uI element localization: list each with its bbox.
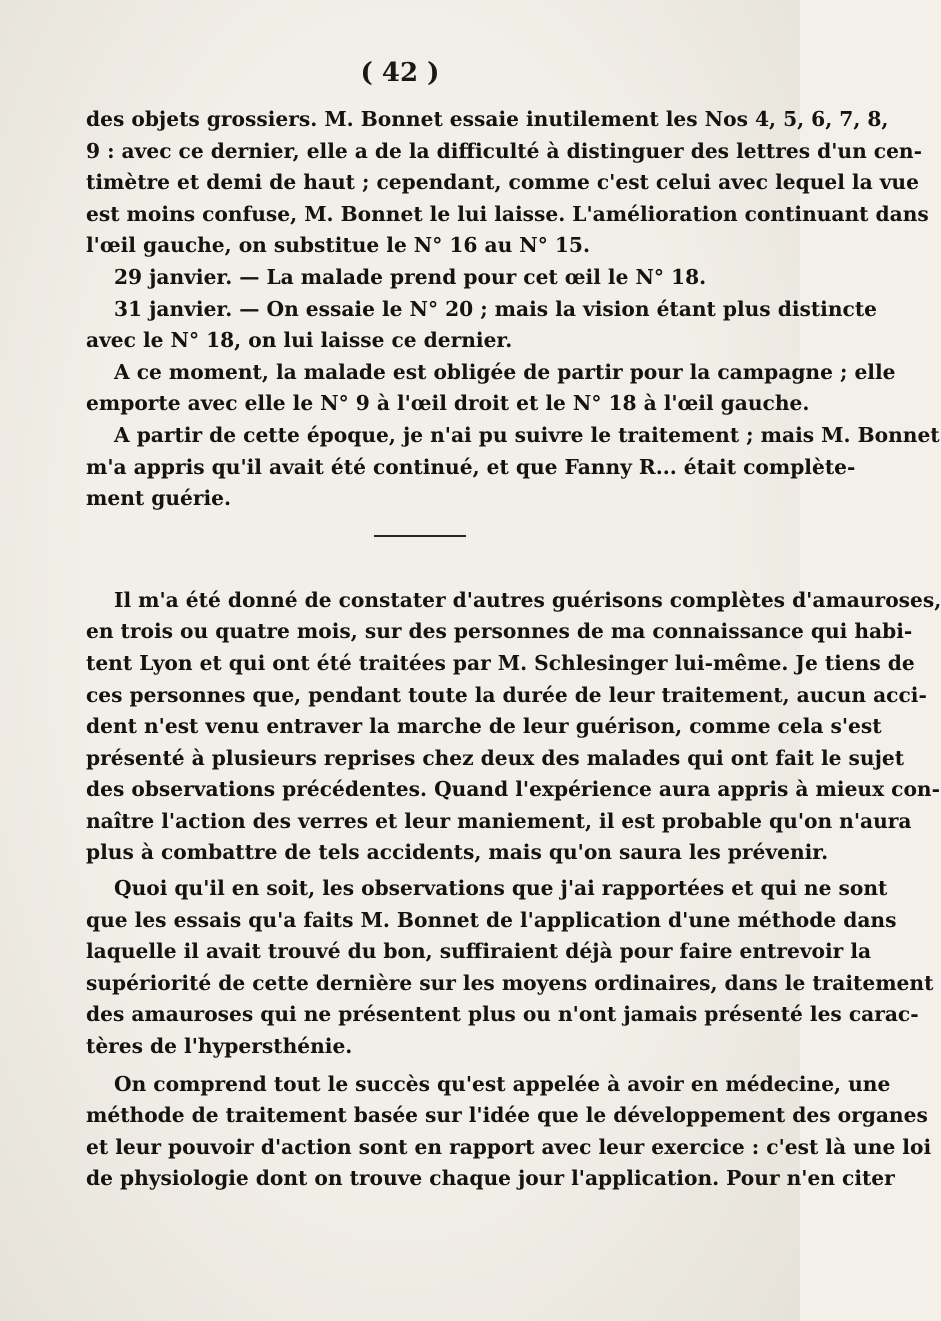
text-line: supériorité de cette dernière sur les moyens ordinaires, dans le traitement [86,970,934,995]
text-line: avec le N° 18, on lui laisse ce dernier. [86,328,513,353]
text-line: Il m'a été donné de constater d'autres guérisons complètes d'amauroses, [114,587,941,612]
text-line: plus à combattre de tels accidents, mais qu'on saura les prévenir. [86,840,829,865]
text-line: des amauroses qui ne présentent plus ou n'ont jamais présenté les carac- [86,1002,919,1027]
text-line: Quoi qu'il en soit, les observations que j'ai rapportées et qui ne sont [114,876,888,901]
text-line: en trois ou quatre mois, sur des personnes de ma connaissance qui habi- [86,619,913,644]
text-line: laquelle il avait trouvé du bon, suffiraient déjà pour faire entrevoir la [86,939,872,964]
text-line: des objets grossiers. M. Bonnet essaie inutilement les Nos 4, 5, 6, 7, 8, [86,107,889,131]
paragraph-quoi-qu-il-en-soit [86,873,934,1063]
text-line: naître l'action des verres et leur maniement, il est probable qu'on n'aura [86,808,912,833]
page-body [86,104,941,1195]
text-line: 31 janvier. — On essaie le N° 20 ; mais la vision étant plus distincte [114,296,877,321]
section-divider [374,535,466,537]
text-line: A ce moment, la malade est obligée de partir pour la campagne ; elle [114,359,896,384]
text-line: tères de l'hypersthénie. [86,1034,353,1059]
text-line: l'œil gauche, on substitue le N° 16 au N° 15. [86,233,590,258]
text-line: dent n'est venu entraver la marche de leur guérison, comme cela s'est [86,714,882,739]
text-line: timètre et demi de haut ; cependant, comme c'est celui avec lequel la vue [86,170,919,195]
text-line: méthode de traitement basée sur l'idée que le développement des organes [86,1103,928,1128]
text-line: des observations précédentes. Quand l'expérience aura appris à mieux con- [86,777,940,802]
paragraph-campagne [86,357,896,420]
text-line: présenté à plusieurs reprises chez deux des malades qui ont fait le sujet [86,745,905,770]
text-line: tent Lyon et qui ont été traitées par M. Schlesinger lui-même. Je tiens de [86,650,915,675]
text-line: et leur pouvoir d'action sont en rapport avec leur exercice : c'est là une loi [86,1134,932,1159]
text-line: de physiologie dont on trouve chaque jour l'application. Pour n'en citer [86,1166,895,1191]
text-line: On comprend tout le succès qu'est appelée à avoir en médecine, une [114,1071,891,1096]
paragraph-autres-guerisons [86,585,941,869]
text-line: que les essais qu'a faits M. Bonnet de l'application d'une méthode dans [86,907,897,932]
text-line: 9 : avec ce dernier, elle a de la difficulté à distinguer des lettres d'un cen- [86,138,922,163]
page-number: ( 42 ) [360,58,440,88]
text-line: ment guérie. [86,486,232,511]
paragraph-31-janvier [86,294,877,357]
paragraph-29-janvier [86,262,754,294]
paragraph-guerison [86,420,940,515]
text-line: m'a appris qu'il avait été continué, et que Fanny R... était complète- [86,454,856,479]
paragraph-on-comprend [86,1069,932,1195]
text-line: est moins confuse, M. Bonnet le lui laisse. L'amélioration continuant dans [86,201,929,226]
text-line: A partir de cette époque, je n'ai pu suivre le traitement ; mais M. Bonnet [114,422,940,447]
paragraph-observation-end [86,104,929,262]
text-line: emporte avec elle le N° 9 à l'œil droit et le N° 18 à l'œil gauche. [86,391,810,416]
text-line: 29 janvier. — La malade prend pour cet œil le N° 18. [114,264,707,289]
text-line: ces personnes que, pendant toute la durée de leur traitement, aucun acci- [86,682,927,707]
